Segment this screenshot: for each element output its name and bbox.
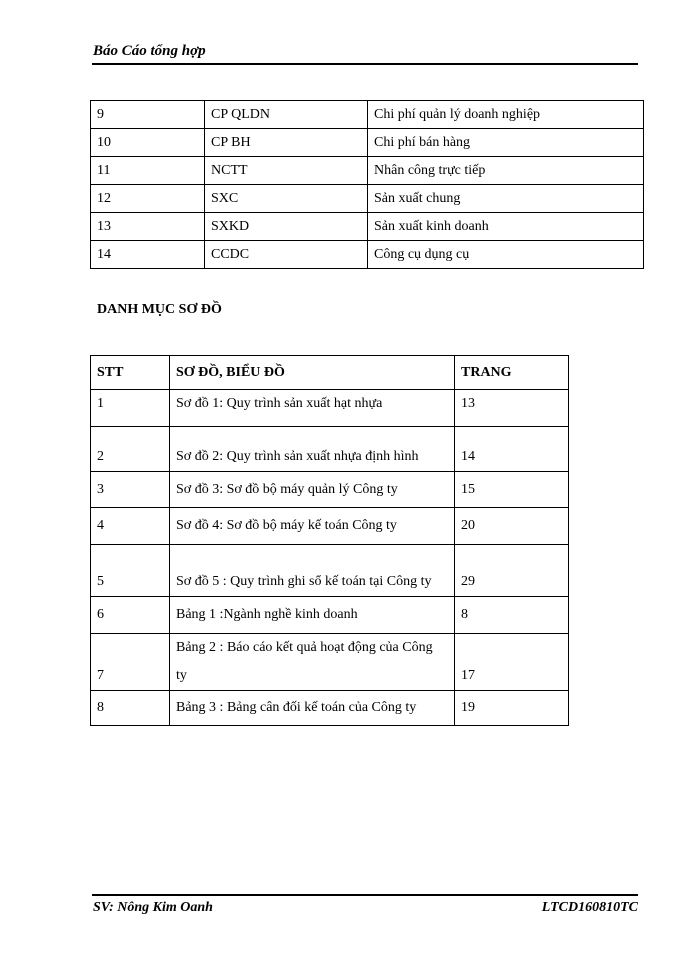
row-diagram-name-line2: ty [176,668,187,683]
row-stt: 2 [91,427,170,472]
row-diagram-name: Bảng 3 : Bảng cân đối kế toán của Công ty [170,691,455,726]
abbr-no: 9 [91,101,205,129]
table-row [91,427,569,472]
table-row [91,508,569,545]
abbr-code: SXKD [205,213,368,241]
abbr-no: 11 [91,157,205,185]
row-diagram-name [170,634,455,691]
row-page: 17 [455,634,569,691]
row-diagram-name: Sơ đồ 4: Sơ đồ bộ máy kế toán Công ty [170,508,455,545]
table-row [91,390,569,427]
footer-divider [92,894,638,896]
row-page: 13 [455,390,569,427]
diagram-list-table [90,355,569,726]
table-row [91,101,644,129]
abbr-code: CP QLDN [205,101,368,129]
abbr-meaning: Chi phí quản lý doanh nghiệp [368,101,644,129]
table-row [91,213,644,241]
row-stt: 3 [91,472,170,508]
footer-class-code: LTCD160810TC [541,900,638,915]
row-diagram-name: Sơ đồ 1: Quy trình sản xuất hạt nhựa [170,390,455,427]
header-divider [92,63,638,65]
header-stt: STT [91,356,170,390]
footer-student-name: SV: Nông Kim Oanh [93,900,213,915]
abbr-code: NCTT [205,157,368,185]
row-page: 19 [455,691,569,726]
table-row [91,597,569,634]
row-diagram-name: Bảng 1 :Ngành nghề kinh doanh [170,597,455,634]
table-row [91,241,644,269]
diagram-list-title: DANH MỤC SƠ ĐỒ [97,302,222,317]
row-stt: 5 [91,545,170,597]
row-page: 20 [455,508,569,545]
abbr-meaning: Chi phí bán hàng [368,129,644,157]
table-row [91,545,569,597]
abbr-code: CCDC [205,241,368,269]
table-row [91,185,644,213]
abbr-no: 13 [91,213,205,241]
abbr-meaning: Công cụ dụng cụ [368,241,644,269]
header-diagram-name: SƠ ĐỒ, BIỂU ĐỒ [170,356,455,390]
abbr-meaning: Sản xuất kinh doanh [368,213,644,241]
abbr-meaning: Nhân công trực tiếp [368,157,644,185]
abbr-no: 12 [91,185,205,213]
table-header-row [91,356,569,390]
table-row [91,129,644,157]
abbreviation-table [90,100,644,269]
abbr-no: 10 [91,129,205,157]
row-stt: 6 [91,597,170,634]
row-page: 8 [455,597,569,634]
row-page: 14 [455,427,569,472]
abbr-code: SXC [205,185,368,213]
row-diagram-name-line1: Bảng 2 : Báo cáo kết quả hoạt động của Công [176,640,433,655]
report-header-title: Báo Cáo tổng hợp [93,43,206,59]
row-page: 15 [455,472,569,508]
row-stt: 7 [91,634,170,691]
table-row [91,472,569,508]
row-diagram-name: Sơ đồ 5 : Quy trình ghi sổ kế toán tại Công ty [170,545,455,597]
row-page: 29 [455,545,569,597]
table-row [91,691,569,726]
row-stt: 1 [91,390,170,427]
table-row [91,157,644,185]
row-stt: 8 [91,691,170,726]
abbr-code: CP BH [205,129,368,157]
abbr-meaning: Sản xuất chung [368,185,644,213]
row-diagram-name: Sơ đồ 3: Sơ đồ bộ máy quản lý Công ty [170,472,455,508]
abbr-no: 14 [91,241,205,269]
row-stt: 4 [91,508,170,545]
header-page: TRANG [455,356,569,390]
row-diagram-name: Sơ đồ 2: Quy trình sản xuất nhựa định hình [170,427,455,472]
table-row [91,634,569,691]
